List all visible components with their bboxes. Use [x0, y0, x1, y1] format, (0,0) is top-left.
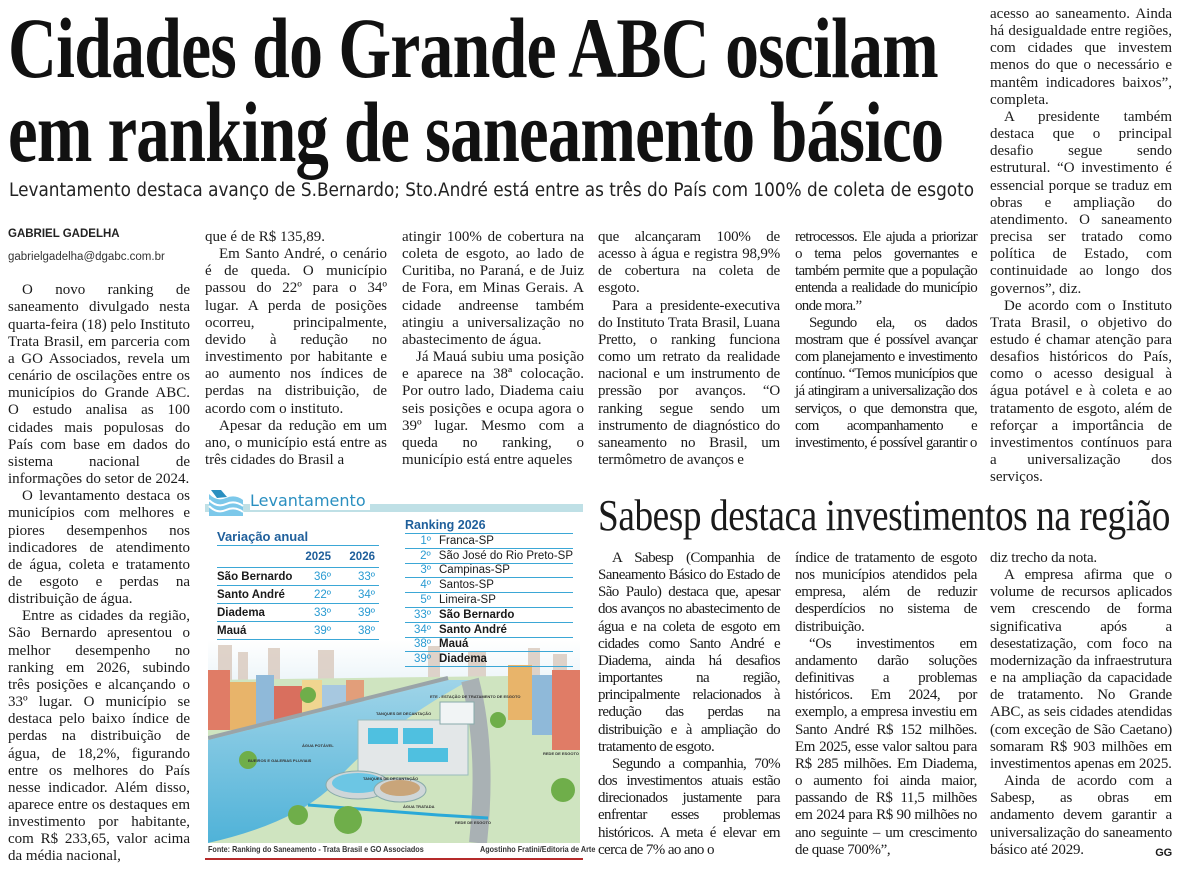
- ranking-row: [405, 564, 573, 579]
- article-column-2: [205, 229, 387, 469]
- label-rede-esgoto: REDE DE ESGOTO: [455, 820, 491, 825]
- sabesp-headline: Sabesp destaca investimentos na região: [598, 491, 1171, 540]
- author-name: GABRIEL GADELHA: [8, 228, 120, 240]
- ranking-2026-table: [405, 516, 573, 667]
- ranking-row: [405, 638, 573, 653]
- art-credit: Agostinho Fratini/Editoria de Arte: [480, 844, 596, 854]
- label-tanques: TANQUES DE DECANTAÇÃO: [376, 711, 432, 716]
- paragraph: retrocessos. Ele ajuda a priorizar o tema pelos governantes e também permite que a população entenda a realidade do município onde mora.”: [795, 229, 977, 314]
- city-name: Franca-SP: [439, 534, 494, 547]
- rank-2025: 36º: [314, 570, 331, 583]
- ranking-row: [405, 578, 573, 593]
- ranking-row: [405, 652, 573, 667]
- subheadline: Levantamento destaca avanço de S.Bernardo; Sto.André está entre as três do País com 100% de coleta de esgoto: [9, 180, 975, 201]
- label-agua-potavel: ÁGUA POTÁVEL: [302, 743, 334, 748]
- article-column-5: [795, 229, 977, 452]
- rank-position: 2º: [420, 549, 431, 562]
- paragraph: A presidente também destaca que o principal desafio segue sendo estrutural. “O investimento é essencial porque se traduz em obras e ampliação do atendimento. O saneamento precisa ser tratado como política de Estado, com continuidade ao longo dos governos”, diz.: [990, 108, 1172, 297]
- paragraph: atingir 100% de cobertura na coleta de esgoto, ao lado de Curitiba, no Paraná, e de Juiz de Fora, em Minas Gerais. A cidade andreense também atingiu a universalização no abastecimento de água.: [402, 229, 584, 348]
- rank-position: 39º: [414, 653, 431, 666]
- paragraph: Apesar da redução em um ano, o município está entre as três cidades do Brasil a: [205, 417, 387, 469]
- table-row: [217, 568, 379, 586]
- rank-position: 5º: [420, 594, 431, 607]
- headline-line-2: em ranking de saneamento básico: [8, 84, 944, 180]
- author-email[interactable]: gabrielgadelha@dgabc.com.br: [8, 251, 165, 264]
- label-rede-esgoto-2: REDE DE ESGOTO: [543, 751, 579, 756]
- label-agua-tratada: ÁGUA TRATADA: [403, 804, 435, 809]
- city-name: Santos-SP: [439, 579, 494, 592]
- sanitation-illustration: [208, 640, 580, 843]
- rank-position: 4º: [420, 579, 431, 592]
- city-name: São José do Rio Preto-SP: [438, 549, 573, 562]
- city-name: Mauá: [217, 624, 247, 637]
- rank-2025: 39º: [314, 624, 331, 637]
- paragraph: índice de tratamento de esgoto nos municípios atendidos pela empresa, além de reduzir desperdícios no sistema de distribuição.: [795, 550, 977, 635]
- rank-2025: 22º: [314, 588, 331, 601]
- city-name: Diadema: [439, 653, 487, 666]
- article-column-1: [8, 226, 190, 866]
- paragraph: Segundo ela, os dados mostram que é possível avançar com planejamento e investimento contínuo. “Temos municípios que já atingiram a universalização dos serviços, o que demonstra que, com acompanhamento e investimento, é possível garantir o: [795, 314, 977, 451]
- rank-2026: 33º: [358, 570, 375, 583]
- paragraph-text: Ainda de acordo com a Sabesp, as obras em andamento devem garantir a universalização do saneamento básico até 2029.: [990, 773, 1172, 858]
- paragraph: [990, 773, 1172, 859]
- city-name: Campinas-SP: [439, 564, 510, 577]
- paragraph: que alcançaram 100% de acesso à água e registra 98,9% de cobertura na coleta de esgoto.: [598, 229, 780, 297]
- label-ete: ETE - ESTAÇÃO DE TRATAMENTO DE ESGOTO: [430, 694, 521, 699]
- city-name: Santo André: [217, 588, 285, 601]
- rank-2026: 34º: [358, 588, 375, 601]
- rank-2026: 39º: [358, 606, 375, 619]
- table-header: [217, 546, 379, 568]
- article-column-4: [598, 229, 780, 469]
- sabesp-column-2: [795, 550, 977, 859]
- table-title: Variação anual: [217, 527, 379, 546]
- paragraph: diz trecho da nota.: [990, 550, 1097, 566]
- paragraph: O levantamento destaca os municípios com melhores e piores desempenhos nos indicadores de atendimento de água, coleta e tratamento de esgoto e perdas na distribuição de água.: [8, 488, 190, 608]
- paragraph: “Os investimentos em andamento darão soluções definitivas a problemas históricos. Em 2024, por exemplo, a empresa investiu em Santo André R$ 152 milhões. Em 2025, esse valor saltou para R$ 285 milhões. Em Diadema, o aumento foi ainda maior, passando de R$ 11,5 milhões em 2024 para R$ 90 milhões no ano seguinte – um crescimento de quase 700%”,: [795, 635, 977, 858]
- rank-position: 38º: [414, 638, 431, 651]
- table-row: [217, 604, 379, 622]
- paragraph: A Sabesp (Companhia de Saneamento Básico do Estado de São Paulo) destaca que, apesar dos avanços no abastecimento de água e na coleta de esgoto em cidades como Santo André e Diadema, ainda há desafios importantes na região, principalmente relacionados à redução das perdas na distribuição e à ampliação do tratamento de esgoto.: [598, 550, 780, 755]
- rank-2026: 38º: [358, 624, 375, 637]
- table-title: Ranking 2026: [405, 516, 573, 534]
- label-tanques-2: TANQUES DE DECANTAÇÃO: [363, 776, 419, 781]
- rank-position: 1º: [420, 534, 431, 547]
- city-name: São Bernardo: [439, 608, 515, 621]
- city-name: Limeira-SP: [439, 594, 496, 607]
- article-column-6: [990, 6, 1172, 486]
- paragraph: que é de R$ 135,89.: [205, 229, 325, 245]
- table-row: [217, 586, 379, 604]
- paragraph: De acordo com o Instituto Trata Brasil, o objetivo do estudo é chamar atenção para desafios históricos do País, como o acesso desigual à água potável e à coleta e ao tratamento de esgoto, além de reforçar a importância de investimentos contínuos para a universalização dos serviços.: [990, 297, 1172, 486]
- ranking-row: [405, 608, 573, 623]
- city-name: Diadema: [217, 606, 265, 619]
- paragraph: acesso ao saneamento. Ainda há desigualdade entre regiões, com cidades que investem menos do que o necessário e mantêm indicadores baixos”, completa.: [990, 6, 1172, 108]
- rank-position: 33º: [414, 608, 431, 621]
- paragraph: Em Santo André, o cenário é de queda. O município passou do 22º para o 34º lugar. A perda de posições ocorreu, principalmente, devido à redução no investimento por habitante e ao aumento nos índices de perdas na distribuição, de acordo com o instituto.: [205, 246, 387, 417]
- author-initials: GG: [1155, 846, 1172, 859]
- paragraph: Segundo a companhia, 70% dos investimentos atuais estão direcionados justamente para enfrentar esses problemas históricos. A meta é elevar em cerca de 7% ao ano o: [598, 755, 780, 858]
- city-name: Santo André: [439, 623, 507, 636]
- header-2026: 2026: [349, 550, 375, 563]
- ranking-row: [405, 534, 573, 549]
- ranking-row: [405, 623, 573, 638]
- ranking-row: [405, 549, 573, 564]
- infographic: [205, 490, 596, 863]
- sabesp-column-3: [990, 550, 1172, 862]
- article-column-3: [402, 229, 584, 469]
- rank-position: 34º: [414, 623, 431, 636]
- rank-2025: 33º: [314, 606, 331, 619]
- paragraph: Para a presidente-executiva do Instituto Trata Brasil, Luana Pretto, o ranking funciona como um retrato da realidade nacional e um instrumento de pressão por avanços. “O ranking segue sendo um instrumento de diagnóstico do saneamento no Brasil, um termômetro de avanços e: [598, 297, 780, 469]
- source-caption: Fonte: Ranking do Saneamento - Trata Brasil e GO Associados: [208, 844, 424, 854]
- sabesp-column-1: [598, 550, 780, 859]
- ranking-row: [405, 593, 573, 608]
- rank-position: 3º: [420, 564, 431, 577]
- headline-line-1: Cidades do Grande ABC oscilam: [8, 0, 938, 96]
- paragraph: A empresa afirma que o volume de recursos aplicados vem crescendo de forma significativa após a desestatização, com foco na modernização da infraestrutura e na ampliação da capacidade de tratamento. No Grande ABC, as seis cidades atendidas (com exceção de São Caetano) somaram R$ 903 milhões em investimentos apenas em 2025.: [990, 567, 1172, 772]
- annual-variation-table: [217, 527, 379, 640]
- paragraph: Entre as cidades da região, São Bernardo apresentou o melhor desempenho no ranking em 2026, subindo três posições e alcançando o 33º lugar. O município se destaca pelo baixo índice de perdas na distribuição de água, de 18,2%, figurando entre os melhores do País nesse indicador. Além disso, aparece entre os destaques em investimento por habitante, com R$ 233,65, valor acima da média nacional,: [8, 608, 190, 865]
- paragraph: Já Mauá subiu uma posição e aparece na 38ª colocação. Por outro lado, Diadema caiu seis posições e ocupa agora o 39º lugar. Mesmo com a queda no ranking, o município está entre aqueles: [402, 349, 584, 469]
- infographic-title: Levantamento: [250, 491, 370, 510]
- label-bueiros: BUEIROS E GALERIAS PLUVIAIS: [248, 758, 312, 763]
- bottom-rule: [205, 858, 583, 860]
- city-name: Mauá: [439, 638, 469, 651]
- city-name: São Bernardo: [217, 570, 293, 583]
- waves-logo-icon: [207, 490, 245, 516]
- header-2025: 2025: [305, 550, 331, 563]
- paragraph: O novo ranking de saneamento divulgado nesta quarta-feira (18) pelo Instituto Trata Brasil, em parceria com a GO Associados, revela um cenário de oscilações entre os municípios do Grande ABC. O estudo analisa as 100 cidades mais populosas do País com base em dados do sistema nacional de informações do setor de 2024.: [8, 282, 191, 488]
- table-row: [217, 622, 379, 640]
